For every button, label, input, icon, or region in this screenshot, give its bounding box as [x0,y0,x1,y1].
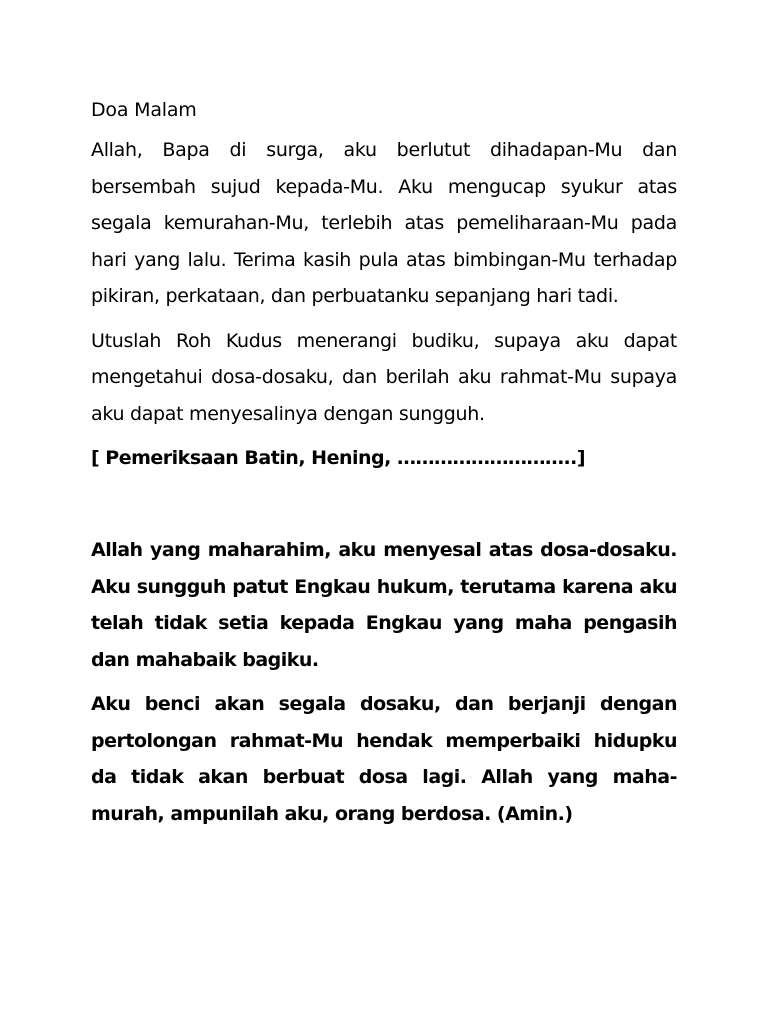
examination-marker: [ Pemeriksaan Batin, Hening, ………………………..] [91,447,586,469]
document-title: Doa Malam [91,99,197,121]
paragraph-thanksgiving: Allah, Bapa di surga, aku berlutut dihadapan-Mu dan bersembah sujud kepada-Mu. Aku mengucap syukur atas segala kemurahan-Mu, terlebih atas pemeliharaan-Mu pada hari yang lalu. Terima kasih pula atas bimbingan-Mu terhadap pikiran, perkataan, dan perbuatanku sepanjang hari tadi. [91,139,677,307]
paragraph-holy-spirit: Utuslah Roh Kudus menerangi budiku, supaya aku dapat mengetahui dosa-dosaku, dan berilah aku rahmat-Mu supaya aku dapat menyesalinya dengan sungguh. [91,329,677,425]
paragraph-contrition: Allah yang maharahim, aku menyesal atas dosa-dosaku. Aku sungguh patut Engkau hukum, terutama karena aku telah tidak setia kepada Engkau yang maha pengasih dan mahabaik bagiku. [91,539,677,671]
document-page [91,93,677,840]
paragraph-resolution: Aku benci akan segala dosaku, dan berjanji dengan pertolongan rahmat-Mu hendak memperbaiki hidupku da tidak akan berbuat dosa lagi. Allah yang maha-murah, ampunilah aku, orang berdosa. (Amin.) [91,693,677,825]
